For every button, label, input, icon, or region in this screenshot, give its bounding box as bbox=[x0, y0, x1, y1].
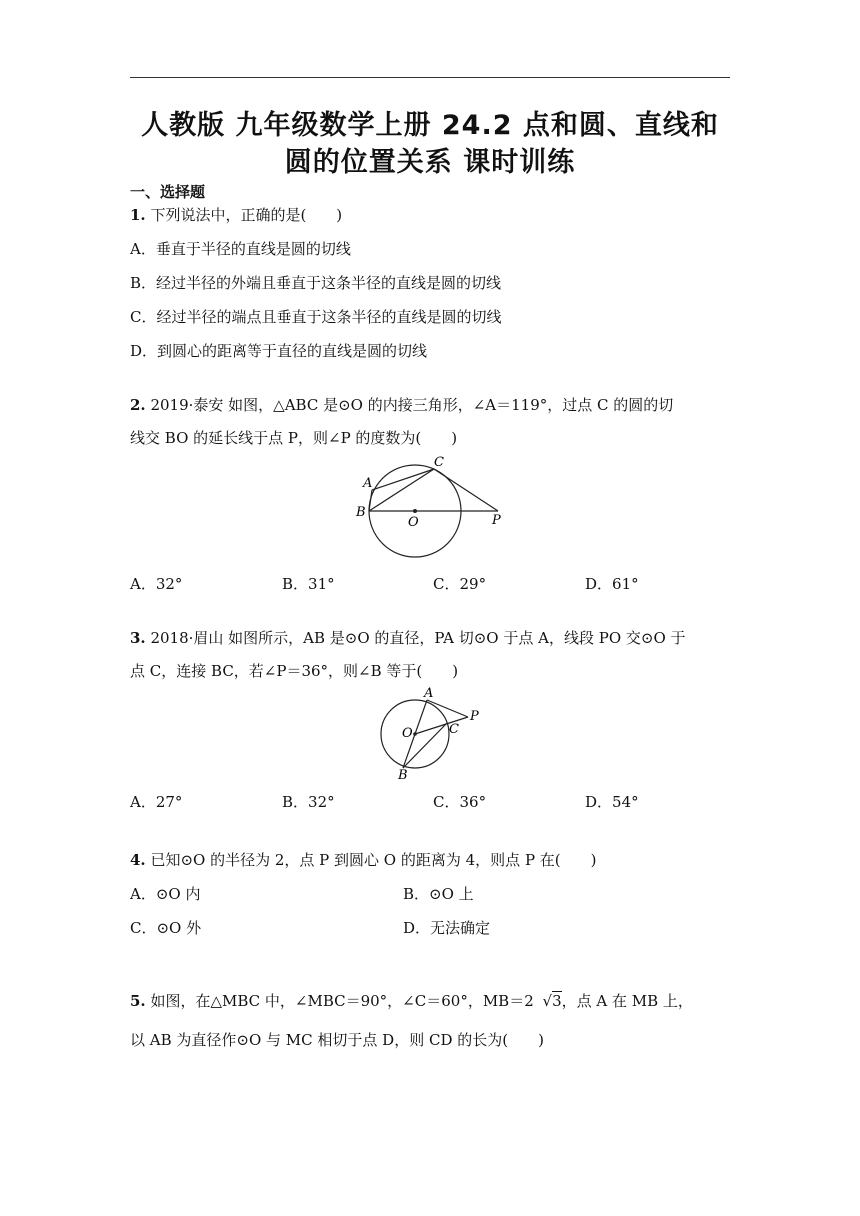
q2-figure bbox=[350, 452, 510, 564]
q3-stem-text1: 2018·眉山 如图所示，AB 是⊙O 的直径，PA 切⊙O 于点 A，线段 PO 交⊙O 于 bbox=[150, 629, 686, 647]
q5-number: 5. bbox=[130, 992, 146, 1010]
q2-option-a: A．32° bbox=[130, 575, 183, 593]
q2-label-c: C bbox=[434, 455, 444, 470]
q1-number: 1. bbox=[130, 206, 146, 224]
q5-stem-text1b: ，点 A 在 MB 上， bbox=[561, 992, 693, 1010]
q4-option-b: B．⊙O 上 bbox=[403, 885, 474, 903]
q3-stem-line2: 点 C，连接 BC，若∠P＝36°，则∠B 等于( ) bbox=[130, 662, 459, 680]
sqrt-radicand: 3 bbox=[552, 992, 562, 1010]
q4-number: 4. bbox=[130, 851, 146, 869]
q1-option-d: D．到圆心的距离等于直径的直线是圆的切线 bbox=[130, 342, 428, 360]
q3-label-b: B bbox=[398, 768, 408, 782]
q4-option-a: A．⊙O 内 bbox=[130, 885, 201, 903]
q3-option-c: C．36° bbox=[433, 793, 487, 811]
q3-option-b: B．32° bbox=[282, 793, 335, 811]
sqrt-sign: √ bbox=[542, 992, 553, 1010]
q4-stem bbox=[130, 849, 597, 870]
q3-label-o: O bbox=[402, 726, 413, 741]
q2-label-p: P bbox=[492, 513, 501, 528]
q3-label-c: C bbox=[449, 722, 459, 737]
q2-option-d: D．61° bbox=[585, 575, 639, 593]
q2-stem-text1: 2019·泰安 如图，△ABC 是⊙O 的内接三角形，∠A＝119°，过点 C 的圆的切 bbox=[150, 396, 674, 414]
page-title-line2: 圆的位置关系 课时训练 bbox=[284, 147, 576, 178]
q4-option-d: D．无法确定 bbox=[403, 919, 491, 937]
q1-option-c: C．经过半径的端点且垂直于这条半径的直线是圆的切线 bbox=[130, 308, 502, 326]
q1-option-a: A．垂直于半径的直线是圆的切线 bbox=[130, 240, 351, 258]
section-heading: 一、选择题 bbox=[130, 183, 206, 201]
q2-label-b: B bbox=[356, 505, 366, 520]
q2-stem-line2: 线交 BO 的延长线于点 P，则∠P 的度数为( ) bbox=[130, 429, 458, 447]
q1-stem bbox=[130, 204, 342, 225]
top-rule bbox=[130, 77, 730, 78]
q2-option-c: C．29° bbox=[433, 575, 487, 593]
q2-label-a: A bbox=[363, 476, 373, 491]
q3-label-p: P bbox=[470, 709, 479, 724]
q3-stem-line1 bbox=[130, 627, 686, 648]
q2-number: 2. bbox=[130, 396, 146, 414]
q3-option-a: A．27° bbox=[130, 793, 183, 811]
q3-number: 3. bbox=[130, 629, 146, 647]
page-title-line1: 人教版 九年级数学上册 24.2 点和圆、直线和 bbox=[141, 110, 719, 141]
q5-stem-line2: 以 AB 为直径作⊙O 与 MC 相切于点 D，则 CD 的长为( ) bbox=[130, 1031, 544, 1049]
q3-label-a: A bbox=[424, 686, 434, 701]
q5-stem-line1 bbox=[130, 990, 693, 1011]
q5-stem-text1a: 如图，在△MBC 中，∠MBC＝90°，∠C＝60°，MB＝2 bbox=[150, 992, 534, 1010]
q2-option-b: B．31° bbox=[282, 575, 335, 593]
q3-figure bbox=[370, 686, 490, 782]
q4-stem-text: 已知⊙O 的半径为 2，点 P 到圆心 O 的距离为 4，则点 P 在( ) bbox=[150, 851, 597, 869]
q1-option-b: B．经过半径的外端且垂直于这条半径的直线是圆的切线 bbox=[130, 274, 502, 292]
q2-stem-line1 bbox=[130, 394, 673, 415]
q3-option-d: D．54° bbox=[585, 793, 639, 811]
q4-option-c: C．⊙O 外 bbox=[130, 919, 202, 937]
q2-label-o: O bbox=[408, 515, 419, 530]
q1-stem-text: 下列说法中，正确的是( ) bbox=[150, 206, 343, 224]
